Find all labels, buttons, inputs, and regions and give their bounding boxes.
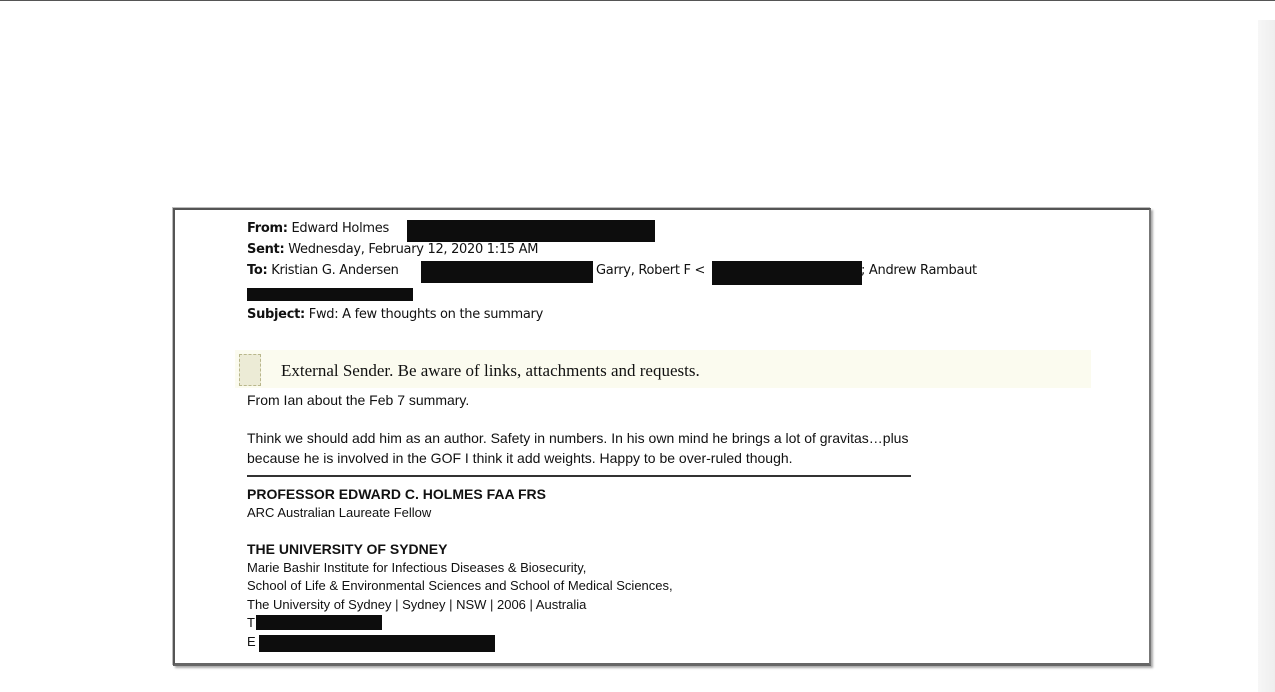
to-recipient-3: ; Andrew Rambaut (861, 263, 977, 278)
body-line-3: because he is involved in the GOF I think it add weights. Happy to be over-ruled though. (247, 450, 793, 466)
subject-label: Subject: (247, 307, 305, 322)
redaction-email (259, 635, 495, 652)
from-name: Edward Holmes (291, 221, 389, 236)
from-line (247, 221, 389, 236)
page-edge-shadow (1258, 20, 1275, 692)
signature-phone-prefix: T (247, 615, 255, 630)
page-top-border (0, 0, 1275, 1)
redaction-to-3 (247, 288, 413, 301)
redaction-to-2 (712, 261, 862, 285)
body-line-1: From Ian about the Feb 7 summary. (247, 392, 470, 408)
body-line-2: Think we should add him as an author. Safety in numbers. In his own mind he brings a lot of gravitas…plus (247, 430, 909, 446)
redaction-phone (256, 615, 382, 630)
to-label: To: (247, 263, 268, 278)
signature-institute: Marie Bashir Institute for Infectious Diseases & Biosecurity, (247, 560, 587, 575)
sent-line (247, 242, 538, 257)
to-recipient-2: Garry, Robert F < (596, 263, 706, 278)
signature-address: The University of Sydney | Sydney | NSW | 2006 | Australia (247, 597, 587, 612)
signature-university: THE UNIVERSITY OF SYDNEY (247, 541, 448, 557)
signature-divider (247, 475, 911, 477)
email-document (173, 208, 1151, 666)
subject-line (247, 307, 543, 322)
signature-schools: School of Life & Environmental Sciences and School of Medical Sciences, (247, 578, 673, 593)
signature-name: PROFESSOR EDWARD C. HOLMES FAA FRS (247, 486, 546, 502)
broken-image-icon (239, 354, 261, 386)
signature-title: ARC Australian Laureate Fellow (247, 505, 432, 520)
to-line (247, 263, 399, 278)
sent-label: Sent: (247, 242, 285, 257)
signature-email-prefix: E (247, 634, 256, 649)
from-label: From: (247, 221, 288, 236)
redaction-from-email (407, 220, 655, 242)
redaction-to-1 (421, 261, 593, 283)
external-sender-text: External Sender. Be aware of links, attachments and requests. (281, 361, 700, 380)
to-recipient-1: Kristian G. Andersen (271, 263, 399, 278)
sent-value: Wednesday, February 12, 2020 1:15 AM (288, 242, 539, 257)
subject-value: Fwd: A few thoughts on the summary (308, 307, 543, 322)
